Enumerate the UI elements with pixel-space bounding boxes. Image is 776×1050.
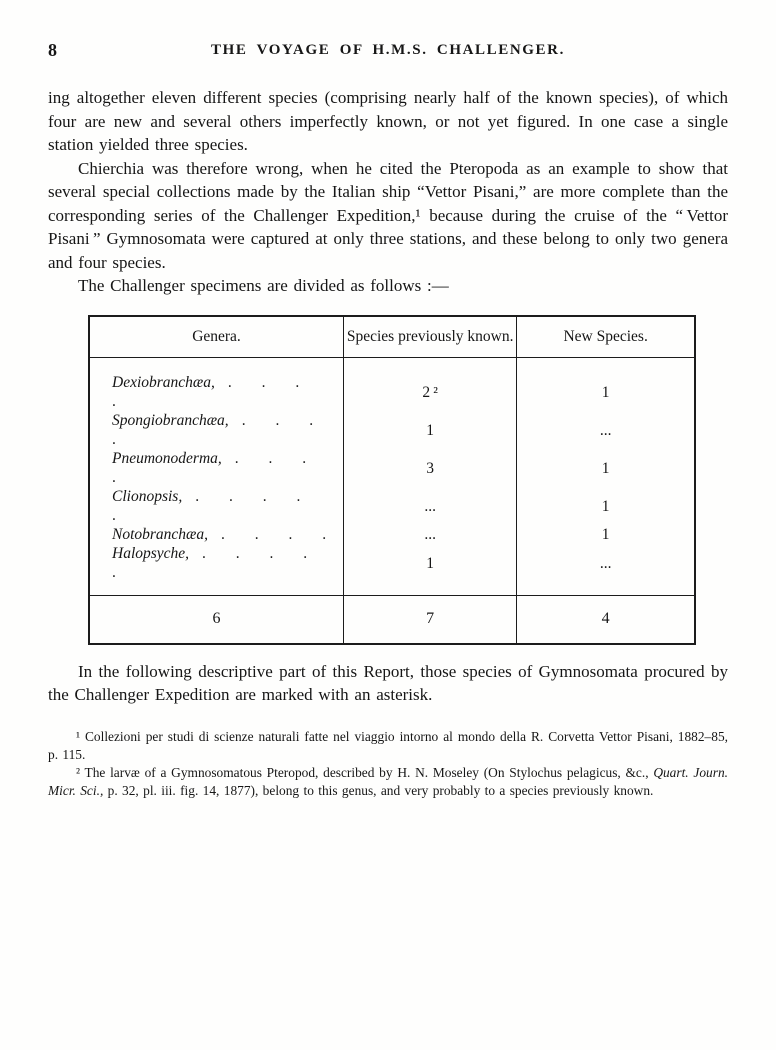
specimens-table — [88, 315, 696, 645]
dot-leader: . . . . . — [112, 488, 314, 524]
running-header — [48, 40, 728, 62]
footnote-2: ² The larvæ of a Gymnosomatous Pteropod, described by H. N. Moseley (On Stylochus pelagicus, &c., Quart. Journ. Micr. Sci., p. 32, pl. iii. fig. 14, 1877), belong to this genus, and very probably to a species previously known. — [48, 764, 728, 798]
paragraph-table-intro: The Challenger specimens are divided as follows :— — [78, 276, 449, 295]
running-title: THE VOYAGE OF H.M.S. CHALLENGER. — [211, 42, 565, 58]
species-known-value: ... — [344, 525, 517, 544]
text-block — [48, 40, 728, 800]
genus-name: Dexiobranchæa, — [112, 374, 215, 391]
footnote-1: ¹ Collezioni per studi di scienze naturali fatte nel viaggio intorno al mondo della R. Corvetta Vettor Pisani, 1882–85, p. 115. — [48, 728, 728, 762]
species-known-value: 1 — [344, 411, 517, 449]
dot-leader: . . . . — [221, 526, 340, 543]
dot-leader: . . . . — [112, 412, 327, 448]
new-species-value: 1 — [517, 358, 695, 412]
new-species-value: ... — [517, 411, 695, 449]
paragraph-asterisk-note: In the following descriptive part of this Report, those species of Gymnosomata procured by the Challenger Expedition are marked with an asterisk. — [48, 661, 728, 704]
genus-name: Halopsyche, — [112, 545, 190, 562]
genus-name: Notobranchæa, — [112, 526, 209, 543]
genus-name: Spongiobranchæa, — [112, 412, 229, 429]
table-row — [89, 544, 695, 596]
footnotes-section — [48, 728, 728, 800]
paragraph-species-continuation: ing altogether eleven different species (comprising nearly half of the known species), of which four are new and several others imperfectly known, or not yet figured. In one case a single station yielded three species. — [48, 88, 728, 154]
table-row — [89, 449, 695, 487]
species-known-value: 3 — [344, 449, 517, 487]
species-known-value: 2 ² — [344, 358, 517, 412]
total-species-known: 7 — [344, 596, 517, 644]
table-row — [89, 487, 695, 525]
table-totals-row — [89, 596, 695, 644]
table-header-row — [89, 316, 695, 358]
specimens-table-container — [88, 315, 728, 645]
species-known-value: 1 — [344, 544, 517, 596]
total-new-species: 4 — [517, 596, 695, 644]
new-species-value: 1 — [517, 525, 695, 544]
table-row — [89, 358, 695, 412]
paragraph-chierchia: Chierchia was therefore wrong, when he cited the Pteropoda as an example to show that several special collections made by the Italian ship “Vettor Pisani,” are more complete than the corresponding series of the Challenger Expedition,¹ because during the cruise of the “ Vettor Pisani ” Gymnosomata were captured at only three stations, and these belong to only two genera and four species. — [48, 158, 728, 272]
dot-leader: . . . . . — [112, 545, 321, 581]
new-species-value: ... — [517, 544, 695, 596]
column-header-new-species: New Species. — [517, 316, 695, 358]
dot-leader: . . . . — [112, 374, 313, 410]
column-header-genera: Genera. — [89, 316, 344, 358]
new-species-value: 1 — [517, 449, 695, 487]
table-row — [89, 525, 695, 544]
column-header-species-known: Species previously known. — [344, 316, 517, 358]
page-number: 8 — [48, 40, 57, 60]
total-genera: 6 — [89, 596, 344, 644]
genus-name: Clionopsis, — [112, 488, 183, 505]
species-known-value: ... — [344, 487, 517, 525]
genus-name: Pneumonoderma, — [112, 450, 222, 467]
dot-leader: . . . . — [112, 450, 320, 486]
table-row — [89, 411, 695, 449]
new-species-value: 1 — [517, 487, 695, 525]
